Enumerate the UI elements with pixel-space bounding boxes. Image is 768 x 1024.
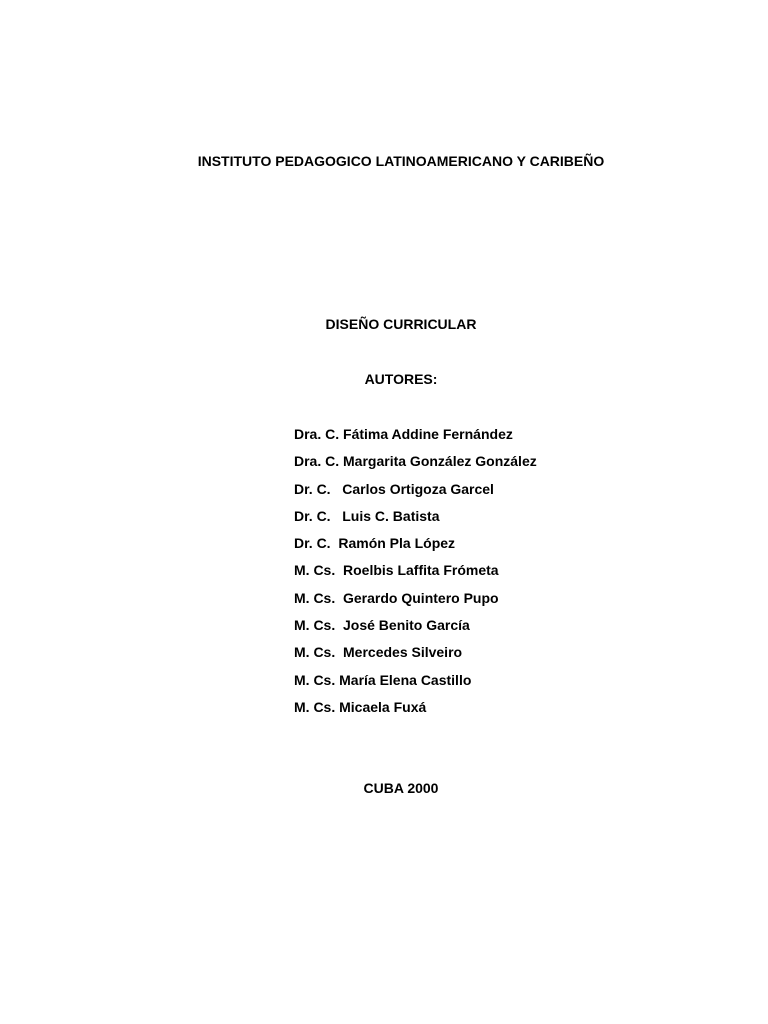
author-name: M. Cs. José Benito García [294, 617, 470, 634]
document-title: DISEÑO CURRICULAR [325, 316, 477, 332]
author-name: Dra. C. Fátima Addine Fernández [294, 426, 513, 442]
author-name: M. Cs. Micaela Fuxá [294, 698, 427, 715]
author-name: M. Cs. Gerardo Quintero Pupo [294, 589, 499, 606]
author-name: Dr. C. Ramón Pla López [294, 535, 456, 552]
institute-name: INSTITUTO PEDAGOGICO LATINOAMERICANO Y CARIBEÑO [197, 153, 605, 169]
author-name: Dr. C. Carlos Ortigoza Garcel [294, 480, 494, 497]
author-name: M. Cs. Mercedes Silveiro [294, 644, 463, 661]
author-name: Dra. C. Margarita González González [294, 453, 537, 470]
place-year: CUBA 2000 [363, 780, 439, 796]
author-name: M. Cs. Roelbis Laffita Frómeta [294, 562, 499, 579]
author-name: Dr. C. Luis C. Batista [294, 507, 440, 524]
authors-list [294, 426, 537, 726]
authors-heading: AUTORES: [364, 371, 438, 387]
author-name: M. Cs. María Elena Castillo [294, 671, 472, 688]
